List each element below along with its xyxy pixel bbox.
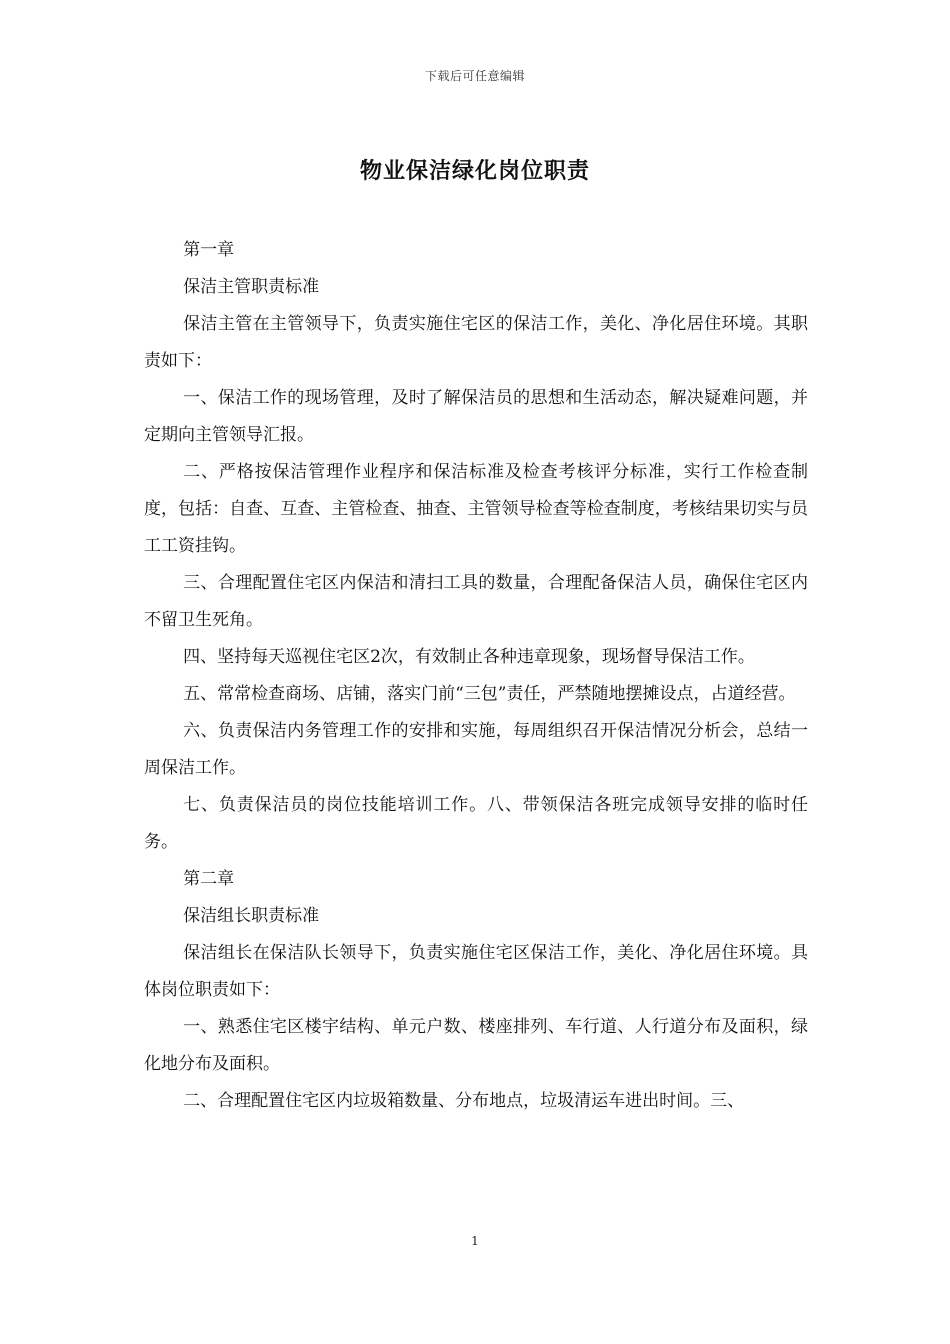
paragraph-section-team-leader-heading: 保洁组长职责标准 — [183, 906, 320, 926]
paragraph: 一、熟悉住宅区楼宇结构、单元户数、楼座排列、车行道、人行道分布及面积，绿化地分布及面积。 — [144, 1017, 808, 1074]
paragraph-chapter-1-heading: 第一章 — [183, 240, 235, 260]
document-title: 物业保洁绿化岗位职责 — [359, 158, 590, 184]
page-number: 1 — [471, 1234, 479, 1248]
paragraph-section-supervisor-heading: 保洁主管职责标准 — [183, 277, 320, 297]
paragraph: 五、常常检查商场、店铺，落实门前“三包”责任，严禁随地摆摊设点，占道经营。 — [183, 684, 796, 704]
paragraph: 二、严格按保洁管理作业程序和保洁标准及检查考核评分标准，实行工作检查制度，包括：自查、互查、主管检查、抽查、主管领导检查等检查制度，考核结果切实与员工工资挂钩。 — [144, 462, 808, 556]
paragraph: 四、坚持每天巡视住宅区2次，有效制止各种违章现象，现场督导保洁工作。 — [183, 647, 755, 667]
paragraph: 六、负责保洁内务管理工作的安排和实施，每周组织召开保洁情况分析会，总结一周保洁工作。 — [144, 721, 808, 778]
document-body — [144, 232, 808, 1120]
paragraph: 二、合理配置住宅区内垃圾箱数量、分布地点，垃圾清运车进出时间。三、 — [183, 1091, 745, 1111]
paragraph: 保洁主管在主管领导下，负责实施住宅区的保洁工作，美化、净化居住环境。其职责如下： — [144, 314, 808, 371]
paragraph: 三、合理配置住宅区内保洁和清扫工具的数量，合理配备保洁人员，确保住宅区内不留卫生死角。 — [144, 573, 808, 630]
paragraph: 七、负责保洁员的岗位技能培训工作。八、带领保洁各班完成领导安排的临时任务。 — [144, 795, 808, 852]
paragraph: 一、保洁工作的现场管理，及时了解保洁员的思想和生活动态，解决疑难问题，并定期向主管领导汇报。 — [144, 388, 808, 445]
paragraph-chapter-2-heading: 第二章 — [183, 869, 235, 889]
header-note: 下载后可任意编辑 — [424, 69, 525, 83]
paragraph: 保洁组长在保洁队长领导下，负责实施住宅区保洁工作，美化、净化居住环境。具体岗位职责如下： — [144, 943, 808, 1000]
